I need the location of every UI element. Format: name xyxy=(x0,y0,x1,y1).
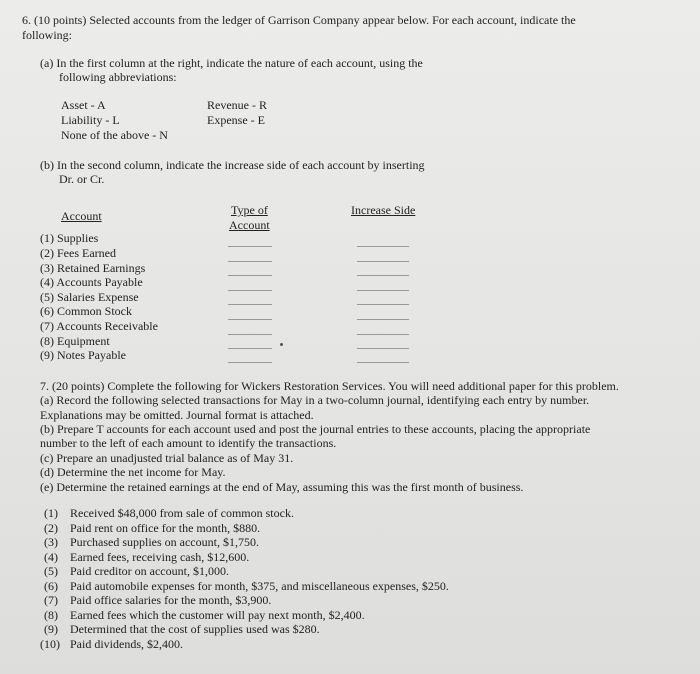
account-item: (5) Salaries Expense xyxy=(40,290,139,304)
transaction-number: (6) xyxy=(44,579,58,593)
header-account: Account xyxy=(61,209,102,223)
increase-blank[interactable] xyxy=(357,261,409,262)
transaction-text: Paid rent on office for the month, $880. xyxy=(70,521,261,535)
transaction-text: Paid office salaries for the month, $3,900. xyxy=(70,593,272,607)
type-blank[interactable] xyxy=(228,290,272,291)
transaction-text: Paid automobile expenses for month, $375, and miscellaneous expenses, $250. xyxy=(70,579,449,593)
abbrev-none: None of the above - N xyxy=(61,128,168,142)
type-blank[interactable] xyxy=(228,348,272,349)
q6-part-a-line1: (a) In the first column at the right, indicate the nature of each account, using the xyxy=(40,56,423,70)
q6-part-b-line2: Dr. or Cr. xyxy=(59,172,105,186)
increase-blank[interactable] xyxy=(357,348,409,349)
stray-mark xyxy=(280,343,283,346)
account-item: (1) Supplies xyxy=(40,231,99,245)
transaction-text: Paid dividends, $2,400. xyxy=(70,637,183,651)
increase-blank[interactable] xyxy=(357,304,409,305)
q6-title-line1: 6. (10 points) Selected accounts from the ledger of Garrison Company appear below. For each account, indicate the xyxy=(22,13,576,27)
increase-blank[interactable] xyxy=(357,290,409,291)
account-item: (7) Accounts Receivable xyxy=(40,319,158,333)
transaction-number: (9) xyxy=(44,622,58,636)
account-item: (4) Accounts Payable xyxy=(40,275,143,289)
transaction-text: Purchased supplies on account, $1,750. xyxy=(70,535,259,549)
transaction-number: (8) xyxy=(44,608,58,622)
type-blank[interactable] xyxy=(228,319,272,320)
q6-part-b-line1: (b) In the second column, indicate the increase side of each account by inserting xyxy=(40,158,425,172)
type-blank[interactable] xyxy=(228,362,272,363)
q7-line: (b) Prepare T accounts for each account used and post the journal entries to these accounts, placing the appropriate xyxy=(40,422,591,436)
type-blank[interactable] xyxy=(228,275,272,276)
increase-blank[interactable] xyxy=(357,246,409,247)
transaction-text: Earned fees, receiving cash, $12,600. xyxy=(70,550,250,564)
q7-line: number to the left of each amount to identify the transactions. xyxy=(40,436,337,450)
transaction-number: (10) xyxy=(40,637,60,651)
increase-blank[interactable] xyxy=(357,362,409,363)
type-blank[interactable] xyxy=(228,334,272,335)
transaction-number: (5) xyxy=(44,564,58,578)
type-blank[interactable] xyxy=(228,304,272,305)
q7-line: (c) Prepare an unadjusted trial balance as of May 31. xyxy=(40,451,294,465)
transaction-text: Earned fees which the customer will pay next month, $2,400. xyxy=(70,608,365,622)
q7-line: (d) Determine the net income for May. xyxy=(40,465,226,479)
transaction-text: Paid creditor on account, $1,000. xyxy=(70,564,229,578)
abbrev-revenue: Revenue - R xyxy=(207,98,267,112)
transaction-number: (3) xyxy=(44,535,58,549)
transaction-number: (2) xyxy=(44,521,58,535)
transaction-text: Determined that the cost of supplies used was $280. xyxy=(70,622,320,636)
transaction-number: (1) xyxy=(44,506,58,520)
q7-line: 7. (20 points) Complete the following for Wickers Restoration Services. You will need additional paper for this problem. xyxy=(40,379,619,393)
q7-line: Explanations may be omitted. Journal format is attached. xyxy=(40,408,314,422)
q7-line: (e) Determine the retained earnings at the end of May, assuming this was the first month of business. xyxy=(40,480,524,494)
account-item: (3) Retained Earnings xyxy=(40,261,146,275)
q6-title-line2: following: xyxy=(22,28,72,42)
q6-part-a-line2: following abbreviations: xyxy=(59,70,177,84)
type-blank[interactable] xyxy=(228,246,272,247)
q7-line: (a) Record the following selected transactions for May in a two-column journal, identifying each entry by number. xyxy=(40,393,590,407)
account-item: (9) Notes Payable xyxy=(40,348,126,362)
increase-blank[interactable] xyxy=(357,334,409,335)
transaction-number: (7) xyxy=(44,593,58,607)
transaction-number: (4) xyxy=(44,550,58,564)
abbrev-asset: Asset - A xyxy=(61,98,106,112)
account-item: (2) Fees Earned xyxy=(40,246,116,260)
increase-blank[interactable] xyxy=(357,275,409,276)
header-type-account: Account xyxy=(229,218,270,232)
increase-blank[interactable] xyxy=(357,319,409,320)
account-item: (8) Equipment xyxy=(40,334,110,348)
type-blank[interactable] xyxy=(228,261,272,262)
header-increase-side: Increase Side xyxy=(351,203,416,217)
abbrev-expense: Expense - E xyxy=(207,113,265,127)
transaction-text: Received $48,000 from sale of common stock. xyxy=(70,506,294,520)
abbrev-liability: Liability - L xyxy=(61,113,120,127)
account-item: (6) Common Stock xyxy=(40,304,132,318)
header-type-of: Type of xyxy=(231,203,268,217)
